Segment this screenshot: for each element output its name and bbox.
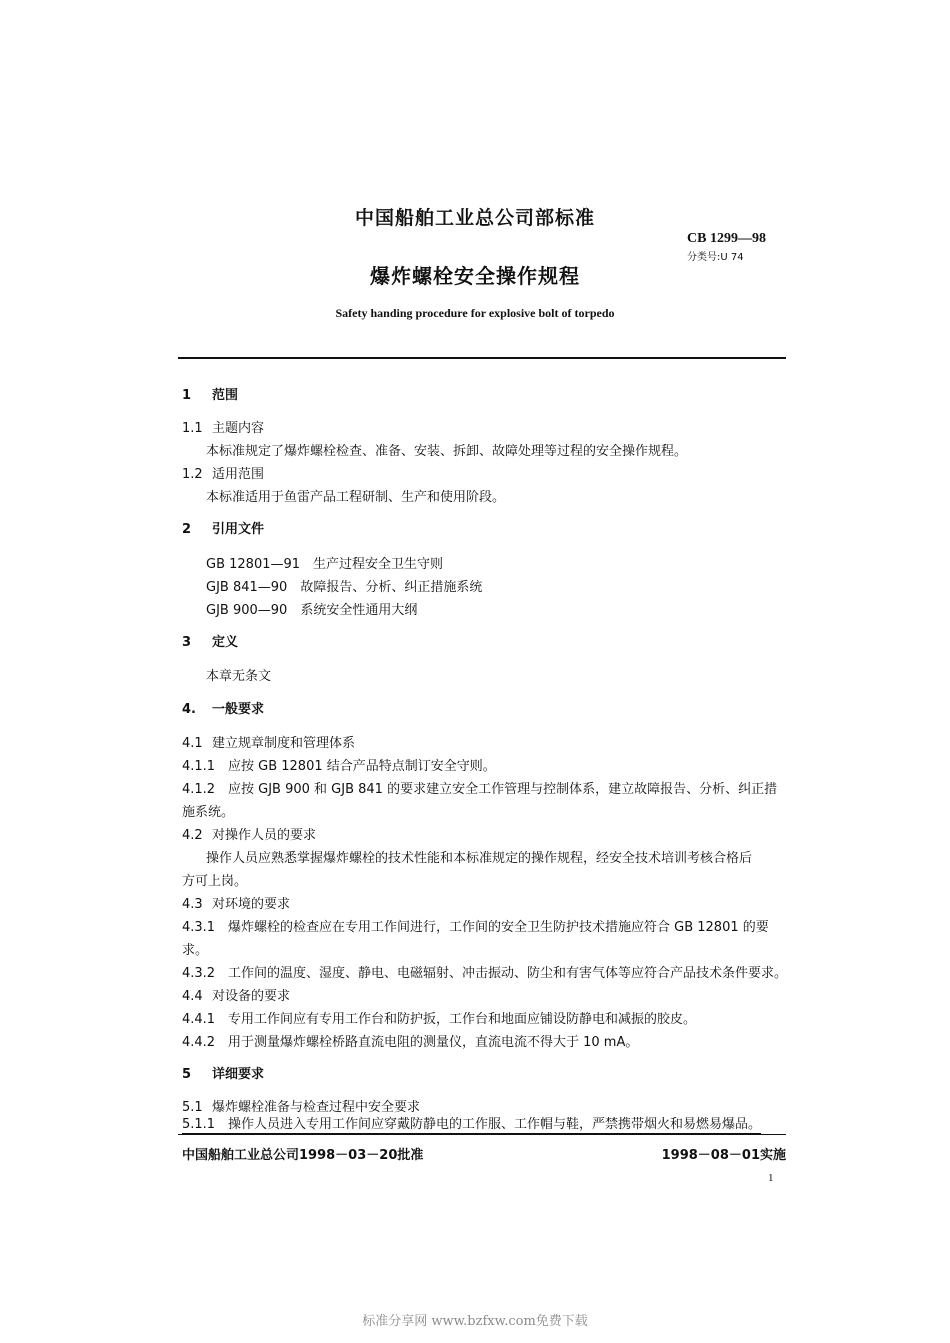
classification-number: 分类号:U 74 — [687, 252, 744, 263]
clause-5-1-1: 5.1.1 操作人员进入专用工作间应穿戴防静电的工作服、工作帽与鞋，严禁携带烟火和易燃易爆品。 — [182, 1113, 761, 1134]
header-rule — [178, 357, 786, 359]
approval-date: 中国船舶工业总公司1998－03－20批准 — [182, 1148, 424, 1163]
organization-title: 中国船舶工业总公司部标准 — [354, 207, 595, 229]
reference-gb-12801: GB 12801—91 生产过程安全卫生守则 — [206, 557, 444, 572]
footer-rule — [178, 1134, 786, 1135]
clause-1-2-text: 本标准适用于鱼雷产品工程研制、生产和使用阶段。 — [206, 490, 506, 505]
clause-4-1-1: 4.1.1 应按 GB 12801 结合产品特点制订安全守则。 — [182, 759, 496, 774]
clause-4-2-cont: 方可上岗。 — [182, 874, 248, 889]
section-1-heading: 1 范围 — [182, 388, 239, 403]
clause-4-1-2-cont: 施系统。 — [182, 805, 235, 820]
page-number: 1 — [768, 1172, 774, 1184]
reference-gjb-900: GJB 900—90 系统安全性通用大纲 — [206, 603, 418, 618]
clause-4-2: 4.2 对操作人员的要求 — [182, 828, 317, 843]
clause-4-4-2: 4.4.2 用于测量爆炸螺栓桥路直流电阻的测量仪，直流电流不得大于 10 mA。 — [182, 1035, 639, 1050]
implementation-date: 1998－08－01实施 — [661, 1148, 786, 1163]
section-5-heading: 5 详细要求 — [182, 1067, 265, 1082]
clause-4-3-1-cont: 求。 — [182, 943, 209, 958]
clause-4-3: 4.3 对环境的要求 — [182, 897, 291, 912]
clause-4-3-2: 4.3.2 工作间的温度、湿度、静电、电磁辐射、冲击振动、防尘和有害气体等应符合产品技术条件要求。 — [182, 966, 788, 981]
clause-4-1-2: 4.1.2 应按 GJB 900 和 GJB 841 的要求建立安全工作管理与控制体系，建立故障报告、分析、纠正措 — [182, 782, 778, 797]
clause-1-1: 1.1 主题内容 — [182, 421, 265, 436]
english-title: Safety handing procedure for explosive bolt of torpedo — [335, 306, 615, 320]
document-title: 爆炸螺栓安全操作规程 — [370, 264, 580, 288]
section-4-heading: 4. 一般要求 — [182, 702, 265, 717]
section-2-heading: 2 引用文件 — [182, 522, 265, 537]
section-3-text: 本章无条文 — [206, 669, 272, 684]
clause-4-1: 4.1 建立规章制度和管理体系 — [182, 736, 356, 751]
clause-4-2-text: 操作人员应熟悉掌握爆炸螺栓的技术性能和本标准规定的操作规程，经安全技术培训考核合格后 — [206, 851, 753, 866]
reference-gjb-841: GJB 841—90 故障报告、分析、纠正措施系统 — [206, 580, 483, 595]
standard-code: CB 1299—98 — [687, 231, 766, 246]
clause-1-2: 1.2 适用范围 — [182, 467, 265, 482]
clause-4-4-1: 4.4.1 专用工作间应有专用工作台和防护扳，工作台和地面应铺设防静电和减振的胶皮。 — [182, 1012, 697, 1027]
clause-4-4: 4.4 对设备的要求 — [182, 989, 291, 1004]
watermark-text: 标准分享网 www.bzfxw.com免费下载 — [362, 1314, 588, 1329]
section-3-heading: 3 定义 — [182, 635, 239, 650]
clause-4-3-1: 4.3.1 爆炸螺栓的检查应在专用工作间进行，工作间的安全卫生防护技术措施应符合 GB 12801 的要 — [182, 920, 769, 935]
clause-5-1: 5.1 爆炸螺栓准备与检查过程中安全要求 — [182, 1100, 421, 1115]
clause-1-1-text: 本标准规定了爆炸螺栓检查、准备、安装、拆卸、故障处理等过程的安全操作规程。 — [206, 444, 688, 459]
